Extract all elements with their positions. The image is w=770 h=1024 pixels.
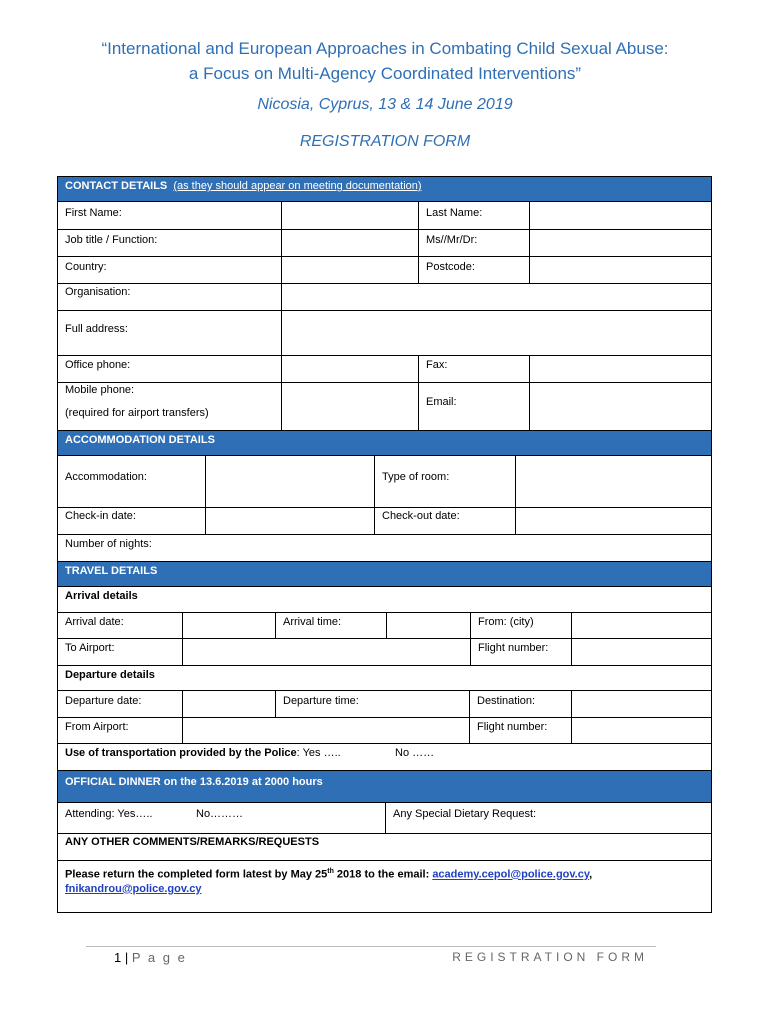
- from-city-label: From: (city): [478, 616, 534, 628]
- nights-label: Number of nights:: [65, 538, 152, 550]
- organisation-row: [58, 284, 711, 311]
- destination-field[interactable]: [571, 691, 711, 717]
- return-instructions: [58, 861, 711, 912]
- postcode-label: Postcode:: [426, 261, 475, 273]
- flight-number-label-2: Flight number:: [477, 721, 548, 733]
- attending-yes-option[interactable]: Attending: Yes…..: [65, 808, 153, 820]
- first-name-field[interactable]: [281, 202, 418, 229]
- postcode-field[interactable]: [529, 257, 711, 283]
- room-type-field[interactable]: [515, 456, 711, 507]
- from-airport-field[interactable]: [182, 718, 469, 743]
- room-type-label: Type of room:: [382, 471, 450, 483]
- organisation-label: Organisation:: [65, 286, 131, 298]
- departure-date-field[interactable]: [182, 691, 275, 717]
- transport-question: [65, 747, 341, 759]
- departure-details-heading: Departure details: [65, 669, 155, 681]
- from-airport-label: From Airport:: [65, 721, 129, 733]
- dietary-request-label: Any Special Dietary Request:: [393, 808, 537, 820]
- email-field[interactable]: [529, 383, 711, 430]
- arrival-time-field[interactable]: [386, 613, 470, 638]
- check-out-label: Check-out date:: [382, 510, 460, 522]
- page-separator: |: [121, 950, 132, 965]
- return-text-sup: th: [327, 868, 334, 875]
- contact-heading-note: (as they should appear on meeting documentation): [173, 180, 422, 192]
- accommodation-field[interactable]: [205, 456, 374, 507]
- contact-heading: CONTACT DETAILS: [65, 180, 168, 192]
- footer-divider: [86, 946, 656, 947]
- mobile-phone-label: Mobile phone:: [65, 384, 135, 396]
- destination-label: Destination:: [477, 695, 536, 707]
- to-airport-field[interactable]: [182, 639, 470, 665]
- arrival-date-label: Arrival date:: [65, 616, 124, 628]
- event-title: [0, 36, 770, 86]
- full-address-field[interactable]: [281, 311, 711, 355]
- page-number: [114, 950, 187, 965]
- email-link-fnikandrou[interactable]: fnikandrou@police.gov.cy: [65, 882, 202, 895]
- arrival-date-field[interactable]: [182, 613, 275, 638]
- departure-subheading-row: [58, 666, 711, 691]
- comments-row[interactable]: [58, 834, 711, 861]
- accommodation-row: [58, 456, 711, 508]
- transport-label: Use of transportation provided by the Police: [65, 747, 297, 759]
- contact-section-header: [58, 177, 711, 202]
- form-title: REGISTRATION FORM: [299, 133, 471, 150]
- footer-form-title: REGISTRATION FORM: [452, 950, 648, 964]
- from-city-field[interactable]: [571, 613, 711, 638]
- to-airport-row: [58, 639, 711, 666]
- check-in-label: Check-in date:: [65, 510, 136, 522]
- office-phone-row: [58, 356, 711, 383]
- transport-row: [58, 744, 711, 771]
- dinner-section-header: [58, 771, 711, 803]
- dietary-request-field[interactable]: [385, 803, 711, 833]
- last-name-label: Last Name:: [426, 207, 483, 219]
- attending-no-option[interactable]: No………: [196, 808, 244, 820]
- departure-time-label: Departure time:: [283, 695, 359, 707]
- departure-row: [58, 691, 711, 718]
- transport-no-option[interactable]: No ……: [395, 747, 435, 759]
- office-phone-field[interactable]: [281, 356, 418, 382]
- arrival-row: [58, 613, 711, 639]
- arrival-details-heading: Arrival details: [65, 590, 138, 602]
- nights-row[interactable]: [58, 535, 711, 562]
- from-airport-row: [58, 718, 711, 744]
- organisation-field[interactable]: [281, 284, 711, 310]
- office-phone-label: Office phone:: [65, 359, 131, 371]
- transport-yes-option[interactable]: : Yes …..: [296, 747, 341, 759]
- to-airport-label: To Airport:: [65, 642, 115, 654]
- flight-number-label: Flight number:: [478, 642, 549, 654]
- fax-label: Fax:: [426, 359, 448, 371]
- country-row: [58, 257, 711, 284]
- arrival-subheading-row: [58, 587, 711, 613]
- departure-date-label: Departure date:: [65, 695, 142, 707]
- salutation-field[interactable]: [529, 230, 711, 256]
- return-text-a: Please return the completed form latest by May 25: [65, 868, 328, 881]
- job-title-field[interactable]: [281, 230, 418, 256]
- registration-form: [57, 176, 712, 913]
- departure-flight-number-field[interactable]: [571, 718, 711, 743]
- arrival-flight-number-field[interactable]: [571, 639, 711, 665]
- event-title-line1: “International and European Approaches in Combating Child Sexual Abuse:: [101, 39, 669, 58]
- mobile-phone-note: (required for airport transfers): [65, 407, 209, 419]
- return-text: [65, 865, 695, 896]
- salutation-label: Ms//Mr/Dr:: [426, 234, 478, 246]
- address-row: [58, 311, 711, 356]
- comments-heading: ANY OTHER COMMENTS/REMARKS/REQUESTS: [65, 836, 320, 848]
- first-name-label: First Name:: [65, 207, 122, 219]
- check-out-field[interactable]: [515, 508, 711, 534]
- last-name-field[interactable]: [529, 202, 711, 229]
- page-number-value: 1: [114, 950, 122, 965]
- accommodation-section-header: [58, 431, 711, 456]
- country-label: Country:: [65, 261, 107, 273]
- return-text-b: 2018 to the email:: [333, 868, 433, 881]
- email-label: Email:: [426, 396, 457, 408]
- accommodation-label: Accommodation:: [65, 471, 147, 483]
- full-address-label: Full address:: [65, 323, 128, 335]
- country-field[interactable]: [281, 257, 418, 283]
- fax-field[interactable]: [529, 356, 711, 382]
- return-text-comma: ,: [589, 868, 593, 881]
- email-link-academy[interactable]: academy.cepol@police.gov.cy: [432, 868, 590, 881]
- dinner-heading: OFFICIAL DINNER on the 13.6.2019 at 2000 hours: [65, 776, 323, 788]
- arrival-time-label: Arrival time:: [283, 616, 342, 628]
- mobile-row: [58, 383, 711, 431]
- check-in-field[interactable]: [205, 508, 374, 534]
- job-row: [58, 230, 711, 257]
- event-place-date: Nicosia, Cyprus, 13 & 14 June 2019: [257, 96, 513, 113]
- mobile-phone-field[interactable]: [281, 383, 418, 430]
- page-word: P a g e: [131, 950, 187, 965]
- event-title-line2: a Focus on Multi-Agency Coordinated Interventions”: [188, 64, 582, 83]
- travel-heading: TRAVEL DETAILS: [65, 565, 158, 577]
- travel-section-header: [58, 562, 711, 587]
- check-dates-row: [58, 508, 711, 535]
- accommodation-heading: ACCOMMODATION DETAILS: [65, 434, 215, 446]
- name-row: [58, 202, 711, 230]
- job-title-label: Job title / Function:: [65, 234, 158, 246]
- dinner-row: [58, 803, 711, 834]
